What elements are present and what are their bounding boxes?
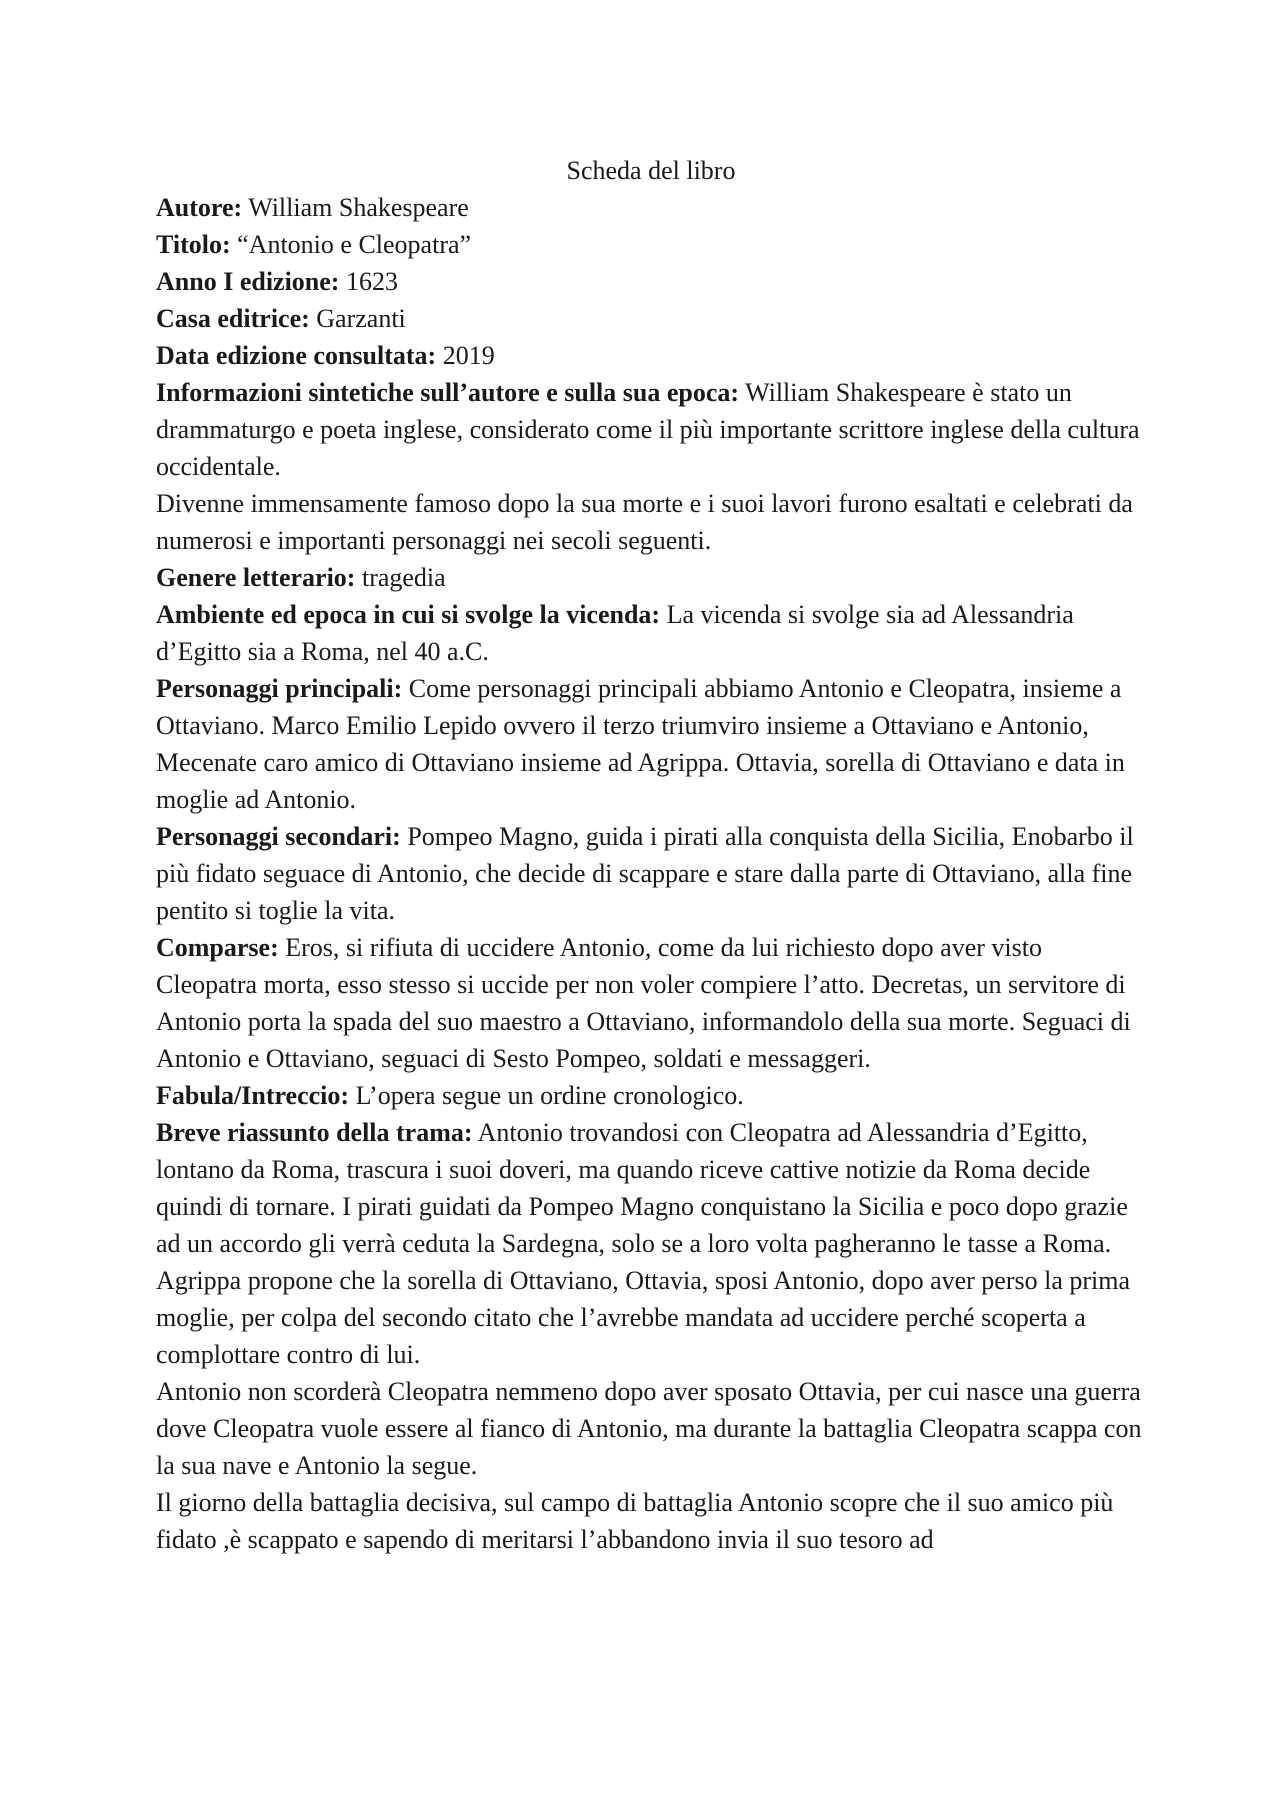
document-title: Scheda del libro [566,156,736,185]
field-value: La vicenda si svolge sia ad Alessandria d’Egitto sia a Roma, nel 40 a.C. [156,600,1074,666]
field-label: Comparse: [156,933,279,962]
field-label: Personaggi secondari: [156,822,401,851]
field-fabula [156,1077,1146,1114]
field-consulted-edition-date [156,337,1146,374]
field-label: Casa editrice: [156,304,310,333]
field-value: “Antonio e Cleopatra” [230,230,472,259]
author-info-paragraph: Divenne immensamente famoso dopo la sua morte e i suoi lavori furono esaltati e celebrati da numerosi e importanti personaggi nei secoli seguenti. [156,489,1133,555]
field-value: 2019 [436,341,495,370]
field-publisher [156,300,1146,337]
field-label: Breve riassunto della trama: [156,1118,473,1147]
field-value: tragedia [355,563,446,592]
field-secondary-characters [156,818,1146,929]
field-value: Garzanti [309,304,406,333]
field-extras [156,929,1146,1077]
field-label: Ambiente ed epoca in cui si svolge la vicenda: [156,600,661,629]
document-page [156,152,1146,1558]
field-first-edition-year [156,263,1146,300]
field-title [156,226,1146,263]
field-value: Pompeo Magno, guida i pirati alla conquista della Sicilia, Enobarbo il più fidato seguace di Antonio, che decide di scappare e stare dalla parte di Ottaviano, alla fine pentito si toglie la vita. [156,822,1134,925]
field-author-info [156,374,1146,485]
field-label: Genere letterario: [156,563,356,592]
plot-paragraph: Antonio non scorderà Cleopatra nemmeno dopo aver sposato Ottavia, per cui nasce una guerra dove Cleopatra vuole essere al fianco di Antonio, ma durante la battaglia Cleopatra scappa con la sua nave e Antonio la segue. [156,1377,1142,1480]
field-value: Eros, si rifiuta di uccidere Antonio, come da lui richiesto dopo aver visto Cleopatra morta, esso stesso si uccide per non voler compiere l’atto. Decretas, un servitore di Antonio porta la spada del suo maestro a Ottaviano, informandolo della sua morte. Seguaci di Antonio e Ottaviano, seguaci di Sesto Pompeo, soldati e messaggeri. [156,933,1131,1073]
field-label: Titolo: [156,230,231,259]
field-label: Informazioni sintetiche sull’autore e sulla sua epoca: [156,378,740,407]
field-value: L’opera segue un ordine cronologico. [349,1081,744,1110]
field-label: Anno I edizione: [156,267,340,296]
field-label: Data edizione consultata: [156,341,437,370]
field-label: Fabula/Intreccio: [156,1081,350,1110]
field-author [156,189,1146,226]
field-label: Autore: [156,193,243,222]
field-label: Personaggi principali: [156,674,403,703]
field-value: Antonio trovandosi con Cleopatra ad Alessandria d’Egitto, lontano da Roma, trascura i suoi doveri, ma quando riceve cattive notizie da Roma decide quindi di tornare. I pirati guidati da Pompeo Magno conquistano la Sicilia e poco dopo grazie ad un accordo gli verrà ceduta la Sardegna, solo se a loro volta pagheranno le tasse a Roma. [156,1118,1128,1258]
field-value: William Shakespeare è stato un drammaturgo e poeta inglese, considerato come il più importante scrittore inglese della cultura occidentale. [156,378,1140,481]
field-genre [156,559,1146,596]
field-setting [156,596,1146,670]
field-plot-summary [156,1114,1146,1262]
field-main-characters [156,670,1146,818]
field-value: 1623 [339,267,398,296]
plot-paragraph: Il giorno della battaglia decisiva, sul campo di battaglia Antonio scopre che il suo amico più fidato ,è scappato e sapendo di meritarsi l’abbandono invia il suo tesoro ad [156,1488,1114,1554]
field-value: Come personaggi principali abbiamo Antonio e Cleopatra, insieme a Ottaviano. Marco Emilio Lepido ovvero il terzo triumviro insieme a Ottaviano e Antonio, Mecenate caro amico di Ottaviano insieme ad Agrippa. Ottavia, sorella di Ottaviano e data in moglie ad Antonio. [156,674,1125,814]
plot-paragraph: Agrippa propone che la sorella di Ottaviano, Ottavia, sposi Antonio, dopo aver perso la prima moglie, per colpa del secondo citato che l’avrebbe mandata ad uccidere perché scoperta a complottare contro di lui. [156,1266,1131,1369]
field-value: William Shakespeare [242,193,469,222]
